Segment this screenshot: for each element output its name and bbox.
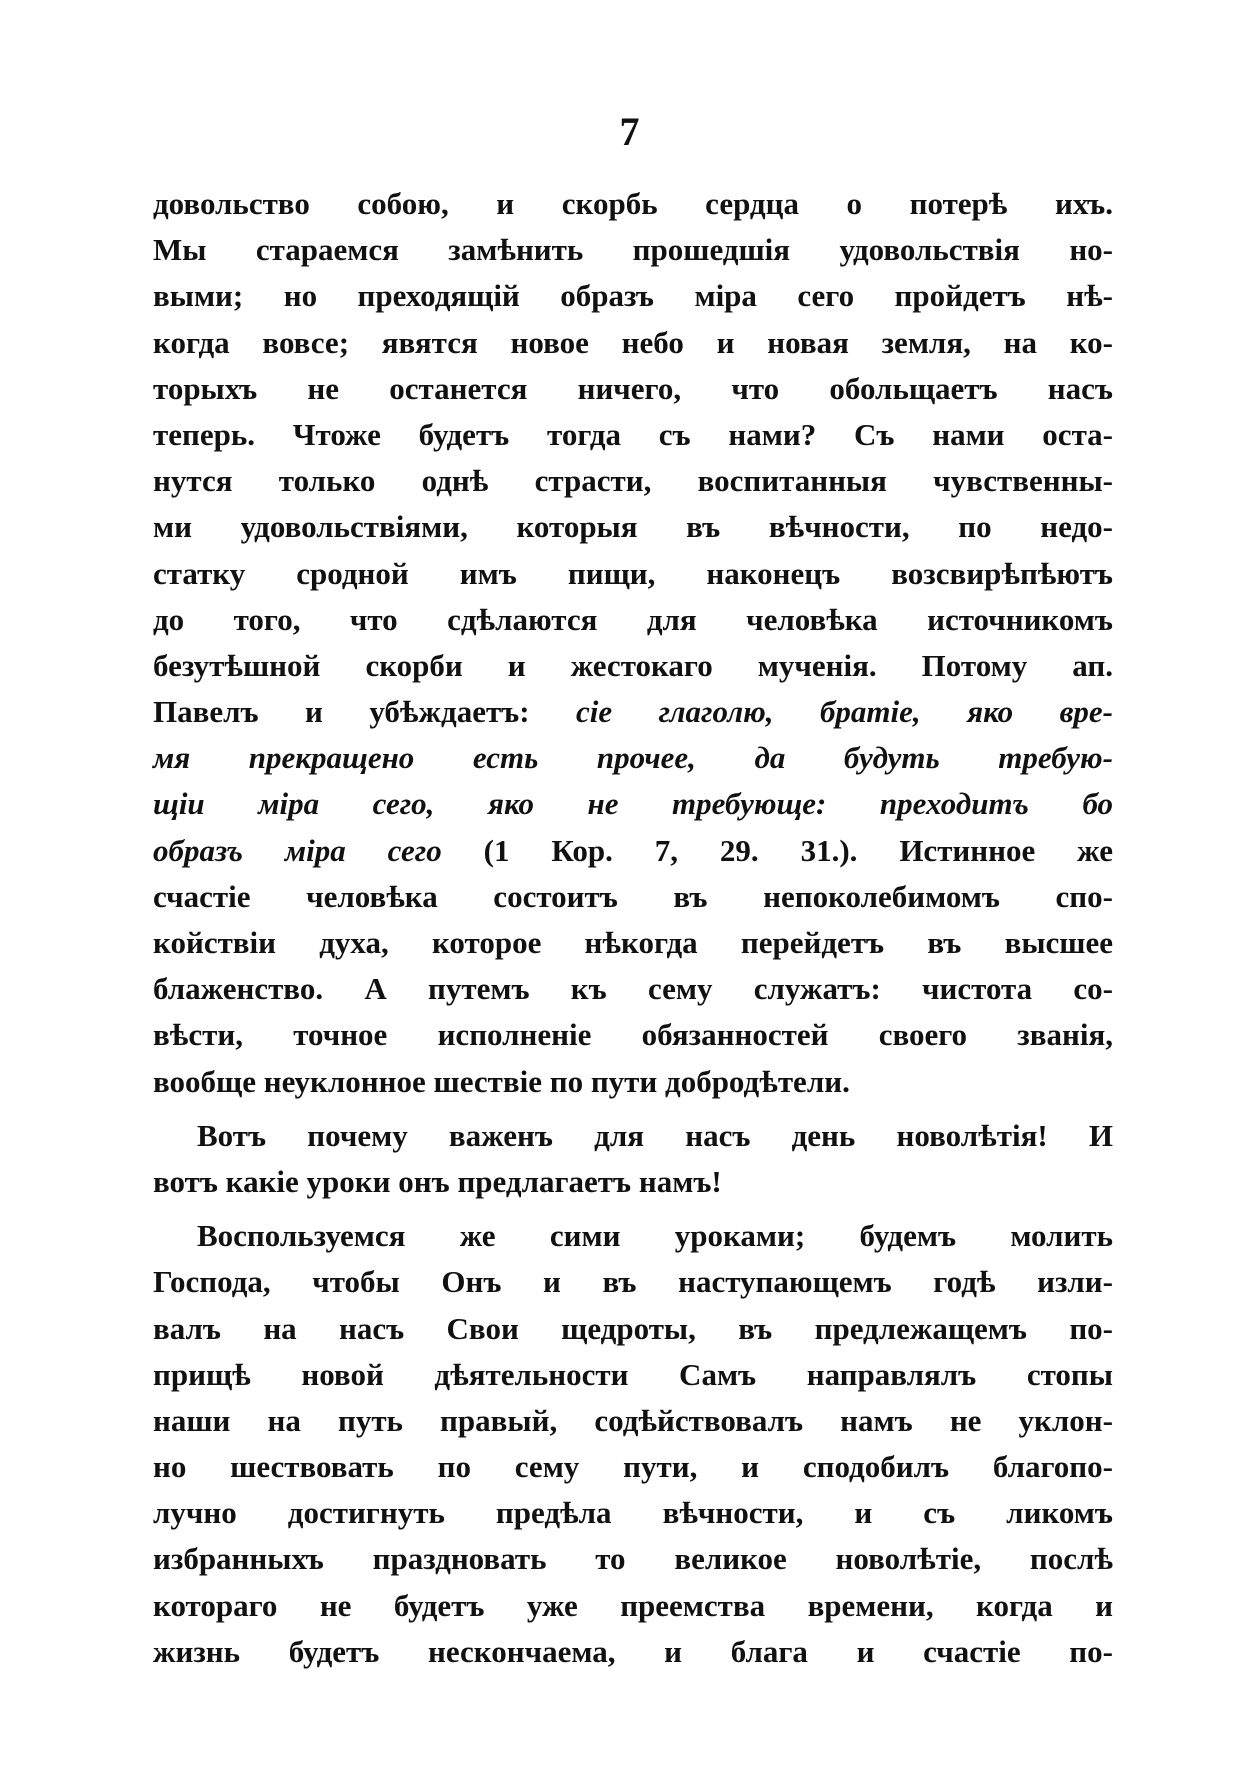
text-line: торыхъ не останется ничего, что обольщаетъ насъ: [153, 370, 1113, 406]
quotation-italic: мя прекращено есть прочее, да будуть требую-: [153, 740, 1113, 776]
text-line: Вотъ почему важенъ для насъ день новолѣтія! И: [197, 1117, 1113, 1153]
text-line: до того, что сдѣлаются для человѣка источникомъ: [153, 601, 1113, 637]
text-line: когда вовсе; явятся новое небо и новая земля, на ко-: [153, 324, 1113, 360]
text-line: наши на путь правый, содѣйствовалъ намъ не уклон-: [153, 1402, 1113, 1438]
quotation-italic: сіе глаголю, братіе, яко вре-: [576, 694, 1113, 730]
quotation-italic: образъ міра сего: [153, 832, 442, 868]
text-line: лучно достигнуть предѣла вѣчности, и съ ликомъ: [153, 1495, 1113, 1531]
text-line: безутѣшной скорби и жестокаго мученія. Потому ап.: [153, 647, 1113, 683]
text-line: ми удовольствіями, которыя въ вѣчности, по недо-: [153, 509, 1113, 545]
text-line: выми; но преходящій образъ міра сего пройдетъ нѣ-: [153, 278, 1113, 314]
text-line: прищѣ новой дѣятельности Самъ направлялъ стопы: [153, 1356, 1113, 1392]
paragraph-2: [153, 1113, 1113, 1205]
text-line: избранныхъ праздновать то великое новолѣтіе, послѣ: [153, 1541, 1113, 1577]
text-line: вообще неуклонное шествіе по пути добродѣтели.: [153, 1063, 850, 1099]
text-line: [153, 828, 1113, 874]
body-text: [153, 181, 1113, 1675]
text-line: нутся только однѣ страсти, воспитанныя чувственны-: [153, 463, 1113, 499]
text-line: валъ на насъ Свои щедроты, въ предлежащемъ по-: [153, 1310, 1113, 1346]
text-line: Воспользуемся же сими уроками; будемъ молить: [197, 1218, 1113, 1254]
paragraph-gap: [153, 1205, 1113, 1213]
bible-reference: (1 Кор. 7, 29. 31.). Истинное же: [441, 832, 1114, 868]
text-line: Мы стараемся замѣнить прошедшія удовольствія но-: [153, 232, 1113, 268]
paragraph-gap: [153, 1105, 1113, 1113]
text-line: [153, 781, 1113, 827]
page-number: 7: [619, 109, 640, 154]
text-line: котораго не будетъ уже преемства времени, когда и: [153, 1587, 1113, 1623]
text-line: довольство собою, и скорбь сердца о потерѣ ихъ.: [153, 186, 1113, 221]
paragraph-1: [153, 181, 1113, 1105]
text-line: Павелъ и убѣждаетъ: сіе глаголю, братіе, яко вре-: [153, 694, 1113, 730]
text-line: вотъ какіе уроки онъ предлагаетъ намъ!: [153, 1163, 722, 1199]
text-line: счастіе человѣка состоитъ въ непоколебимомъ спо-: [153, 878, 1113, 914]
text-line: но шествовать по сему пути, и сподобилъ благопо-: [153, 1449, 1113, 1485]
text-line: статку сродной имъ пищи, наконецъ возсвирѣпѣютъ: [153, 555, 1113, 591]
text-line: блаженство. А путемъ къ сему служатъ: чистота со-: [153, 971, 1113, 1007]
text-line: теперь. Чтоже будетъ тогда съ нами? Съ нами оста-: [153, 416, 1113, 452]
text-line: койствіи духа, которое нѣкогда перейдетъ въ высшее: [153, 925, 1113, 960]
text-line: Господа, чтобы Онъ и въ наступающемъ годѣ изли-: [153, 1264, 1113, 1300]
text-line: жизнь будетъ нескончаема, и блага и счастіе по-: [153, 1633, 1113, 1669]
text-line: [153, 735, 1113, 781]
text-line: вѣсти, точное исполненіе обязанностей своего званія,: [153, 1017, 1113, 1053]
paragraph-3: [153, 1213, 1113, 1675]
quotation-italic: щіи міра сего, яко не требующе: преходитъ бо: [153, 786, 1113, 822]
